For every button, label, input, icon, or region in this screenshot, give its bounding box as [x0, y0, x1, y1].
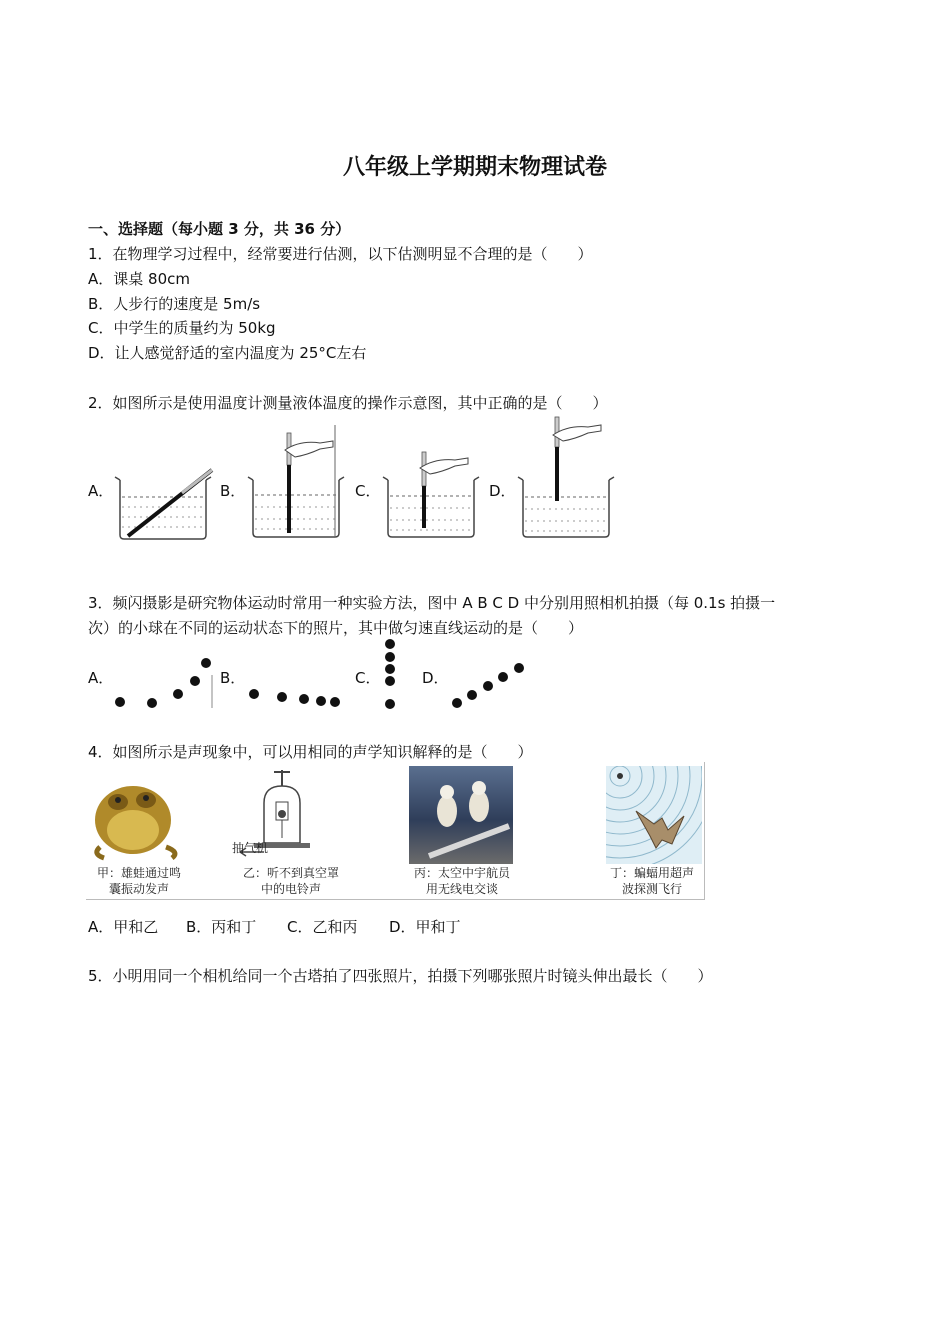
question-4-option-c: C．乙和丙 — [287, 918, 358, 936]
caption-yi-line-2: 中的电铃声 — [260, 882, 321, 896]
strobe-photo-a — [110, 650, 220, 710]
question-4-option-d: D．甲和丁 — [389, 918, 461, 936]
caption-jia — [84, 865, 194, 897]
question-1-option-b: B．人步行的速度是 5m/s — [88, 295, 261, 313]
strobe-photo-c — [378, 638, 403, 710]
beaker-b-figure — [245, 425, 355, 540]
caption-bing-line-1: 丙：太空中宇航员 — [413, 866, 510, 880]
question-4-option-b: B．丙和丁 — [186, 918, 257, 936]
frog-image — [88, 772, 188, 862]
astronauts-photo — [409, 766, 513, 864]
caption-yi — [226, 865, 356, 897]
question-2-label-d: D． — [489, 482, 516, 500]
question-3-stem-line-2: 次）的小球在不同的运动状态下的照片，其中做匀速直线运动的是（ ） — [88, 619, 584, 637]
strobe-photo-b — [245, 685, 345, 710]
question-5-stem: 5．小明用同一个相机给同一个古塔拍了四张照片，拍摄下列哪张照片时镜头伸出最长（ ） — [88, 967, 713, 985]
question-3-label-d: D． — [422, 669, 449, 687]
question-3-label-b: B． — [220, 669, 246, 687]
question-3-label-c: C． — [355, 669, 381, 687]
caption-jia-line-2: 囊振动发声 — [108, 882, 169, 896]
beaker-d-figure — [515, 415, 625, 540]
question-2-label-a: A． — [88, 482, 114, 500]
question-1-option-c: C．中学生的质量约为 50kg — [88, 319, 276, 337]
caption-yi-line-1: 乙：听不到真空罩 — [242, 866, 339, 880]
caption-bing — [402, 865, 522, 897]
question-2-stem: 2．如图所示是使用温度计测量液体温度的操作示意图，其中正确的是（ ） — [88, 394, 608, 412]
question-4-stem: 4．如图所示是声现象中，可以用相同的声学知识解释的是（ ） — [88, 743, 533, 761]
pump-label: 抽气机 — [232, 841, 269, 855]
question-3-label-a: A． — [88, 669, 114, 687]
question-2-label-c: C． — [355, 482, 381, 500]
bat-image — [606, 766, 702, 864]
strobe-photo-d — [448, 660, 528, 710]
caption-ding — [598, 865, 706, 897]
beaker-a-figure — [112, 465, 222, 545]
caption-bing-line-2: 用无线电交谈 — [425, 882, 498, 896]
question-4-option-a: A．甲和乙 — [88, 918, 159, 936]
question-1-option-d: D．让人感觉舒适的室内温度为 25°C左右 — [88, 344, 367, 362]
question-3-stem-line-1: 3．频闪摄影是研究物体运动时常用一种实验方法，图中 A B C D 中分别用照相机拍摄（每 0.1s 拍摄一 — [88, 594, 776, 612]
caption-ding-line-1: 丁：蝙蝠用超声 — [609, 866, 694, 880]
caption-ding-line-2: 波探测飞行 — [621, 882, 682, 896]
question-1-stem: 1．在物理学习过程中，经常要进行估测，以下估测明显不合理的是（ ） — [88, 245, 593, 263]
bat-icon — [606, 766, 702, 864]
question-2-label-b: B． — [220, 482, 246, 500]
astronauts-icon — [409, 766, 513, 864]
caption-jia-line-1: 甲：雄蛙通过鸣 — [96, 866, 181, 880]
question-1-option-a: A．课桌 80cm — [88, 270, 190, 288]
section-heading: 一、选择题（每小题 3 分，共 36 分） — [88, 220, 351, 238]
page-title: 八年级上学期期末物理试卷 — [342, 155, 607, 180]
beaker-c-figure — [380, 448, 490, 540]
